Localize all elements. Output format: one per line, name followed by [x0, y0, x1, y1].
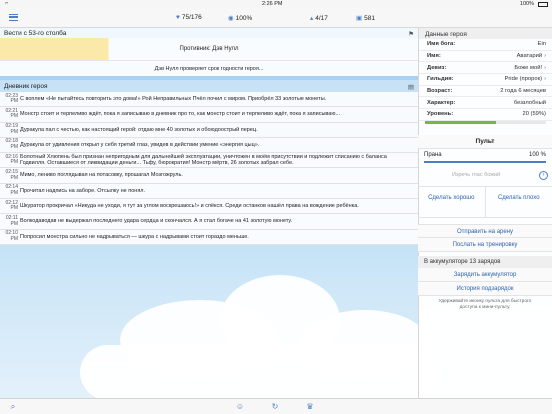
profile-icon[interactable]: ☺ [235, 402, 245, 411]
diary-panel [0, 80, 418, 245]
level-progress-fill [425, 121, 496, 124]
hero-row-value-wrap [538, 41, 546, 47]
hero-row[interactable] [419, 74, 552, 86]
entry-text: Мимо, лениво поглядывая на потасовку, прошагал Мозгожруль. [20, 172, 183, 179]
voice-input[interactable] [422, 169, 548, 181]
opponent-line: Противник: Дэв Нулл [0, 38, 418, 60]
hero-row-value: 2 года 6 месяцев [500, 88, 546, 95]
entry-time: 02:19 PM [5, 123, 18, 135]
entry-text: Монстр стоит и терпеливо ждёт, пока я записываю в дневник про то, как монстр стоит и терпеливо ждёт, пока я записываю... [20, 111, 341, 118]
entry-text: Болотный Хлюпень был признан непригодным для дальнейшей эксплуатации, уничтожен в моём присутствии и подлежит списанию с баланса Годвилля. Оставшиеся от ликвидации деньги... Тьфу, бюрократия! Монстр мёртв, 26 золотых забрал себе. [20, 153, 387, 167]
gold-stat: ▣ 581 [356, 14, 376, 22]
refresh-icon[interactable]: ↻ [271, 402, 279, 411]
entry-time: 02:14 PM [5, 184, 18, 196]
hero-row-key: Имя: [427, 53, 441, 60]
hero-row [419, 97, 552, 109]
entry-time: 02:16 PM [5, 153, 18, 166]
prana-icon: ◉ [228, 15, 234, 22]
chevron-right-icon: › [544, 64, 546, 71]
prana-bar-fill [424, 161, 546, 163]
diary-list [0, 92, 418, 245]
good-bad-buttons [418, 186, 552, 218]
pult-hint: Удерживайте иконку пульта для быстрого доступа к мини-пульту. [438, 299, 532, 310]
accumulator-title: В аккумуляторе 13 зарядов [418, 256, 552, 268]
pult-title: Пульт [418, 135, 552, 149]
send-arrow-icon[interactable]: › [539, 171, 548, 180]
diary-entry [0, 138, 418, 153]
entry-text: Прочитал надпись на заборе. Отсылку не понял. [20, 187, 146, 194]
arena-button[interactable]: Отправить на арену [418, 224, 552, 238]
hero-row[interactable] [419, 62, 552, 74]
hero-row-value: 20 (59%) [522, 111, 546, 118]
signpost-icon[interactable]: ⚑ [408, 31, 414, 38]
entry-text: С воплем «Не пытайтесь повторить это дома!» Рой Неправильных Пчёл почил с миром. Приобрёл 33 золотые монеты. [20, 95, 327, 102]
battery-icon [538, 2, 548, 7]
diary-entry [0, 168, 418, 183]
menu-icon[interactable] [9, 14, 18, 21]
hero-row-value-wrap [514, 65, 546, 71]
hero-row-key: Возраст: [427, 88, 453, 95]
diary-entry [0, 92, 418, 107]
entry-time: 02:21 PM [5, 107, 18, 120]
charge-button[interactable]: Зарядить аккумулятор [418, 268, 552, 282]
hero-row [419, 109, 552, 121]
diary-entry [0, 230, 418, 245]
prana-label: Прана [424, 152, 442, 158]
hero-row-key: Уровень: [427, 111, 454, 118]
hero-row-value-wrap [500, 88, 546, 94]
entry-text: Дуракула пал с честью, как настоящий герой: отдаю мне 40 золотых и обоюдоострый перец. [20, 126, 258, 133]
charge-history-button[interactable]: История подзарядок [418, 282, 552, 296]
voice-placeholder: Изречь глас божий [452, 172, 501, 178]
entry-text: Дуракула от удивления открыл у себя третий глаз, увидев в действии умение «энергия цыц». [20, 141, 260, 148]
entry-time: 02:15 PM [5, 169, 18, 181]
entry-time: 02:12 PM [5, 199, 18, 212]
hero-row-value: Pride (пророк) [504, 76, 543, 83]
heart-icon: ♥ [176, 14, 180, 21]
level-stat: ▴ 4/17 [310, 14, 328, 22]
diary-header [0, 80, 418, 92]
entry-text: Волкодаводав не выдержал последнего удара сердца и скончался. А я стал богаче на 41 золотую монету. [20, 218, 293, 225]
hero-rows [419, 39, 552, 121]
search-map-icon[interactable]: ⌕ [10, 402, 16, 411]
diary-entry [0, 214, 418, 229]
diary-entry [0, 107, 418, 122]
hero-row-value: Аватарий [516, 53, 543, 60]
do-bad-button[interactable]: Сделать плохо [497, 195, 540, 201]
battery-level: 100% [519, 1, 534, 7]
hero-row-value-wrap [504, 76, 546, 82]
diary-entry [0, 123, 418, 138]
hero-row-key: Имя бога: [427, 41, 456, 48]
diary-entry [0, 153, 418, 168]
hero-row-key: Гильдия: [427, 76, 454, 83]
clock: 2:26 PM [262, 1, 283, 7]
hero-row [419, 86, 552, 98]
hero-row-value: беззлобный [513, 99, 546, 106]
trophy-icon[interactable]: ♛ [306, 402, 314, 411]
diary-entry [0, 199, 418, 214]
gold-icon: ▣ [356, 15, 363, 22]
bottom-tab-bar [0, 398, 552, 414]
hero-row-value: Боже мой! [514, 64, 543, 71]
diary-title: Дневник героя [4, 83, 48, 90]
prana-bar [424, 161, 546, 163]
pult-panel [418, 135, 552, 313]
top-bar [0, 8, 552, 28]
hero-row-value-wrap [522, 111, 546, 117]
hero-row-value: Ein [537, 41, 546, 48]
hero-row [419, 39, 552, 51]
prana-value: 100 % [528, 152, 546, 158]
hero-row[interactable] [419, 51, 552, 63]
entry-text: Попросил монстра сильно не надрываться — шкура с надрывами стоит гораздо меньше. [20, 233, 249, 240]
news-title: Вести с 53-го столба [4, 30, 67, 37]
hero-row-value-wrap [514, 100, 546, 106]
news-header [0, 28, 418, 38]
book-icon[interactable]: ▤ [407, 84, 414, 91]
level-progress-bar [425, 121, 546, 124]
hero-title: Данные героя [419, 28, 552, 39]
status-bar [0, 0, 552, 8]
entry-time: 02:23 PM [5, 92, 18, 105]
hero-row-key: Девиз: [427, 64, 447, 71]
news-panel [0, 28, 418, 76]
godpower-stat: ◉ 100% [228, 14, 253, 22]
hero-row-value-wrap [517, 53, 546, 59]
hero-row-key: Характер: [427, 99, 456, 106]
chevron-right-icon: › [544, 76, 546, 83]
do-good-button[interactable]: Сделать хорошо [418, 187, 486, 217]
training-button[interactable]: Послать на тренировку [418, 238, 552, 252]
diary-entry [0, 184, 418, 199]
chevron-right-icon: › [544, 53, 546, 60]
drop-icon: ▴ [310, 15, 314, 22]
entry-time: 02:18 PM [5, 138, 18, 151]
health-stat: ♥ 75/176 [176, 14, 202, 21]
prana-row [418, 149, 552, 161]
news-event: Дэв Нулл проверяет срок годности героя... [0, 60, 418, 76]
wifi-icon: ⌔ [4, 2, 10, 8]
entry-time: 02:10 PM [5, 230, 18, 242]
entry-time: 02:11 PM [5, 214, 18, 227]
cloud-decoration [80, 345, 440, 400]
entry-text: Шкуратор прокричал «Никуда не уходи, я тут за углом воскрешаюсь!» и спёкся. Среди останков нашёл права на вождение ребёнка. [20, 203, 359, 210]
